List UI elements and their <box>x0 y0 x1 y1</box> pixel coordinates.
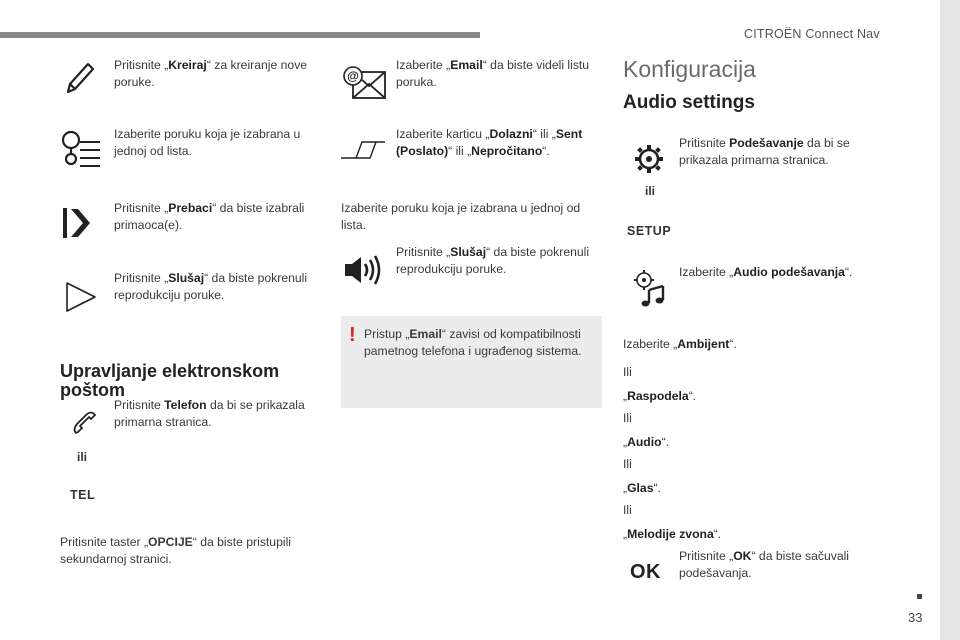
header-bar <box>0 32 480 38</box>
phone-text: Pritisnite Telefon da bi se prikazala primarna stranica. <box>114 398 305 429</box>
distribution-option: „Raspodela“. <box>623 389 697 403</box>
phone-icon <box>72 410 98 436</box>
subsection-title: Audio settings <box>623 92 755 113</box>
gear-icon <box>634 144 664 174</box>
forward-icon <box>62 206 92 240</box>
page-number: 33 <box>908 610 923 625</box>
tel-button-label: TEL <box>70 488 96 502</box>
or-line: Ili <box>623 457 632 471</box>
or-line: Ili <box>623 365 632 379</box>
tab-icon <box>340 140 386 160</box>
or-label-right: ili <box>645 184 656 198</box>
tab-select-text: Izaberite karticu „Dolazni“ ili „Sent (Poslato)“ ili „Nepročitano“. <box>396 127 583 158</box>
select-message-paragraph: Izaberite poruku koja je izabrana u jednoj od lista. <box>341 201 581 232</box>
email-management-heading: Upravljanje elektronskom poštom <box>60 361 280 400</box>
page-edge-strip <box>940 0 960 640</box>
settings-text: Pritisnite Podešavanje da bi se prikazala primarna stranica. <box>679 136 850 167</box>
setup-button-label: SETUP <box>627 224 672 238</box>
ringtone-option: „Melodije zvona“. <box>623 527 722 541</box>
gear-music-icon <box>633 268 669 308</box>
ok-button-label: OK <box>630 561 661 583</box>
section-title: Konfiguracija <box>623 56 756 82</box>
email-icon <box>341 64 387 100</box>
or-label: ili <box>77 450 88 464</box>
message-list-search-icon <box>58 128 102 172</box>
ok-text: Pritisnite „OK“ da biste sačuvali podešavanja. <box>679 549 850 580</box>
warning-icon: ! <box>349 324 356 346</box>
options-paragraph: Pritisnite taster „OPCIJE“ da biste pristupili sekundarnoj stranici. <box>60 535 291 566</box>
voice-option: „Glas“. <box>623 481 661 495</box>
page-marker <box>917 594 922 599</box>
listen-text: Pritisnite „Slušaj“ da biste pokrenuli reprodukciju poruke. <box>396 245 590 276</box>
create-message-text: Pritisnite „Kreiraj“ za kreiranje nove poruke. <box>114 58 308 89</box>
or-line: Ili <box>623 503 632 517</box>
note-text: Pristup „Email“ zavisi od kompatibilnosti pametnog telefona i ugrađenog sistema. <box>364 327 582 358</box>
audio-option: „Audio“. <box>623 435 670 449</box>
or-line: Ili <box>623 411 632 425</box>
ambient-option: Izaberite „Ambijent“. <box>623 337 737 351</box>
select-message-text: Izaberite poruku koja je izabrana u jednoj od lista. <box>114 127 301 158</box>
forward-message-text: Pritisnite „Prebaci“ da biste izabrali primaoca(e). <box>114 201 305 232</box>
listen-message-text: Pritisnite „Slušaj“ da biste pokrenuli reprodukciju poruke. <box>114 271 308 302</box>
svg-text:@: @ <box>347 69 359 83</box>
email-select-text: Izaberite „Email“ da biste videli listu poruka. <box>396 58 590 89</box>
header-title: CITROËN Connect Nav <box>744 27 880 41</box>
pencil-icon <box>62 58 96 98</box>
speaker-icon <box>344 254 384 286</box>
audio-settings-text: Izaberite „Audio podešavanja“. <box>679 265 853 279</box>
play-icon <box>64 280 98 314</box>
